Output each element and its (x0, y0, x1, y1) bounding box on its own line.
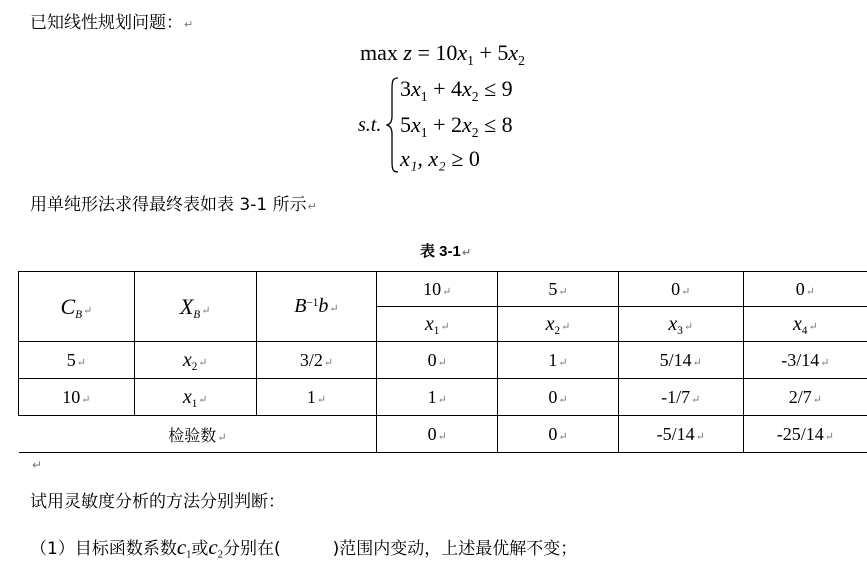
method-text: 用单纯形法求得最终表如表 3-1 所示↵ (30, 195, 317, 215)
var-x4: $x_4↵$ (743, 307, 867, 342)
row-val: -3/14↵ (743, 342, 867, 379)
row-val: 2/7↵ (743, 379, 867, 416)
paragraph-mark-icon: ↵ (184, 18, 194, 31)
cost-c2: 5↵ (498, 272, 619, 307)
constraint-brace (386, 76, 400, 174)
check-val: -5/14↵ (618, 416, 743, 453)
check-val: -25/14↵ (743, 416, 867, 453)
row-xb: $x_1↵$ (134, 379, 256, 416)
cost-c4: 0↵ (743, 272, 867, 307)
row-cb: 10↵ (19, 379, 135, 416)
table-caption: 表 3-1↵ (420, 243, 472, 260)
row-val: -1/7↵ (618, 379, 743, 416)
row-val: 1↵ (498, 342, 619, 379)
subject-to-label: s.t. (358, 114, 382, 136)
row-b: 1↵ (256, 379, 377, 416)
constraint-2: $5x_1 + 2x_2 \le 8$ (400, 112, 513, 140)
cost-c3: 0↵ (618, 272, 743, 307)
cost-c1: 10↵ (377, 272, 498, 307)
constraint-1: $3x_1 + 4x_2 \le 9$ (400, 76, 513, 104)
var-x3: $x_3↵$ (618, 307, 743, 342)
check-val: 0↵ (377, 416, 498, 453)
row-b: 3/2↵ (256, 342, 377, 379)
row-val: 0↵ (377, 342, 498, 379)
header-xb: $X_B↵$ (134, 272, 256, 342)
row-cb: 5↵ (19, 342, 135, 379)
var-x1: $x_1↵$ (377, 307, 498, 342)
objective-function: $\max z = 10x_1 + 5x_2$ (360, 40, 525, 68)
row-xb: $x_2↵$ (134, 342, 256, 379)
var-x2: $x_2↵$ (498, 307, 619, 342)
row-val: 5/14↵ (618, 342, 743, 379)
constraint-nonnegativity: x₁, x₂ ≥ 0 (400, 146, 480, 171)
check-row (19, 416, 867, 453)
paragraph-mark-icon: ↵ (32, 458, 43, 472)
row-val: 1↵ (377, 379, 498, 416)
table-row (19, 379, 867, 416)
check-label: 检验数↵ (19, 416, 377, 453)
question-1: （1）目标函数系数$c_1$或$c_2$分别在( )范围内变动，上述最优解不变； (30, 535, 578, 561)
header-binv-b: $B^{-1}b↵$ (256, 272, 377, 342)
row-val: 0↵ (498, 379, 619, 416)
table-row (19, 342, 867, 379)
simplex-final-table (18, 271, 867, 453)
intro-text: 已知线性规划问题：↵ (30, 13, 194, 33)
header-cb: $C_B↵$ (19, 272, 135, 342)
check-val: 0↵ (498, 416, 619, 453)
question-intro: 试用灵敏度分析的方法分别判断： (30, 492, 285, 512)
